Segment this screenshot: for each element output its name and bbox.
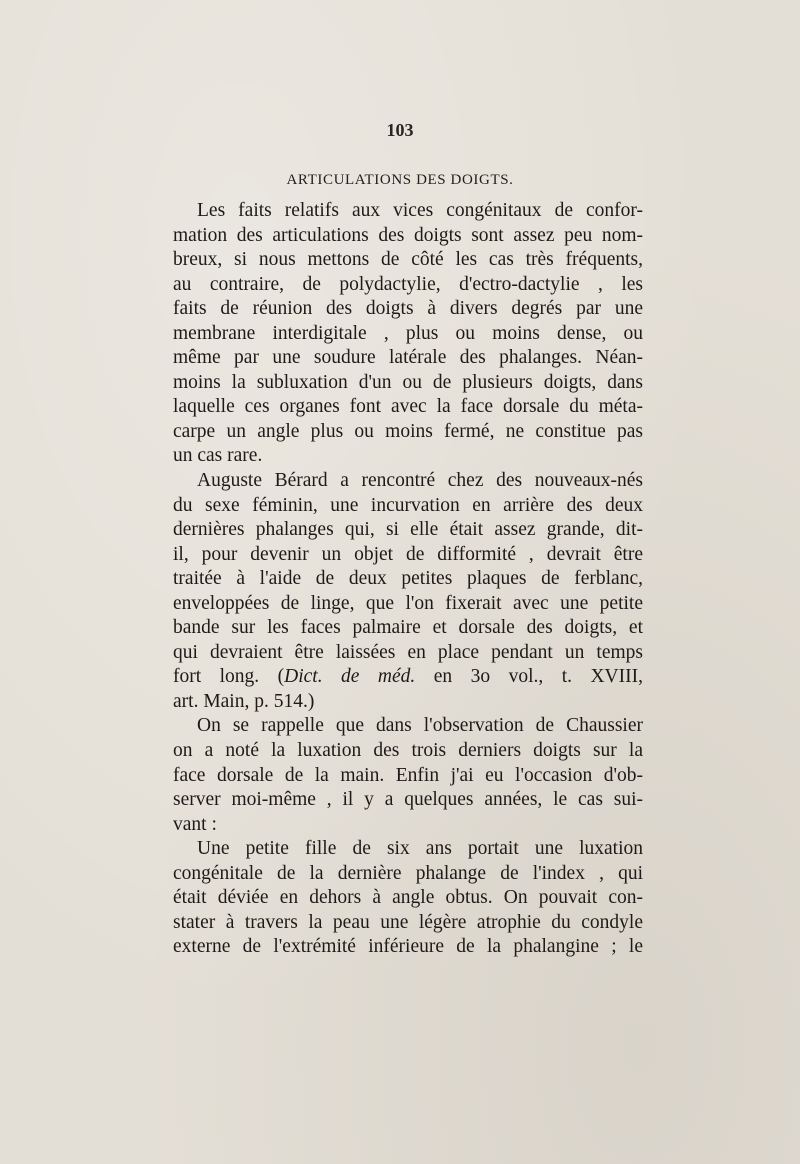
text-line: enveloppées de linge, que l'on fixerait avec une petite: [173, 592, 643, 614]
text-line: était déviée en dehors à angle obtus. On pouvait con-: [173, 887, 643, 909]
text-line: laquelle ces organes font avec la face dorsale du méta-: [173, 396, 643, 418]
text-line: on a noté la luxation des trois derniers doigts sur la: [173, 740, 643, 762]
text-line: server moi-même , il y a quelques années, le cas sui-: [173, 789, 643, 811]
paragraph: [173, 199, 643, 469]
text-line: Auguste Bérard a rencontré chez des nouveaux-nés: [197, 470, 643, 492]
text-line: moins la subluxation d'un ou de plusieurs doigts, dans: [173, 371, 643, 393]
text-line: qui devraient être laissées en place pendant un temps: [173, 641, 643, 663]
text-line: carpe un angle plus ou moins fermé, ne constitue pas: [173, 420, 643, 442]
text-line: art. Main, p. 514.): [173, 690, 315, 712]
text-line: breux, si nous mettons de côté les cas très fréquents,: [173, 249, 643, 271]
text-line: il, pour devenir un objet de difformité , devrait être: [173, 543, 643, 565]
text-line: mation des articulations des doigts sont assez peu nom-: [173, 224, 643, 246]
text-line: vant :: [173, 813, 217, 835]
section-title: ARTICULATIONS DES DOIGTS.: [286, 172, 514, 188]
text-line: Les faits relatifs aux vices congénitaux de confor-: [197, 200, 643, 221]
text-line: faits de réunion des doigts à divers degrés par une: [173, 298, 643, 320]
citation-text-after: en 3o vol., t. XVIII,: [415, 666, 643, 688]
text-line: membrane interdigitale , plus ou moins dense, ou: [173, 322, 643, 344]
text-line: Une petite fille de six ans portait une luxation: [197, 838, 643, 860]
body-text: [173, 199, 643, 960]
citation-line: [173, 665, 643, 690]
page-number: 103: [386, 120, 414, 140]
text-line: On se rappelle que dans l'observation de Chaussier: [197, 715, 643, 737]
text-line: dernières phalanges qui, si elle était assez grande, dit-: [173, 519, 643, 541]
paragraph: [173, 837, 643, 960]
citation-title: Dict. de méd.: [284, 666, 416, 688]
text-line: même par une soudure latérale des phalanges. Néan-: [173, 347, 643, 369]
text-line: face dorsale de la main. Enfin j'ai eu l'occasion d'ob-: [173, 764, 643, 786]
paragraph: [173, 469, 643, 714]
text-line: du sexe féminin, une incurvation en arrière des deux: [173, 494, 643, 516]
text-line: congénitale de la dernière phalange de l'index , qui: [173, 862, 643, 884]
text-line: au contraire, de polydactylie, d'ectro-dactylie , les: [173, 273, 643, 295]
text-line: traitée à l'aide de deux petites plaques de ferblanc,: [173, 568, 643, 590]
paragraph: [173, 714, 643, 837]
text-line: stater à travers la peau une légère atrophie du condyle: [173, 911, 643, 933]
text-line: bande sur les faces palmaire et dorsale des doigts, et: [173, 617, 643, 639]
text-line: un cas rare.: [173, 445, 263, 467]
text-line: externe de l'extrémité inférieure de la phalangine ; le: [173, 936, 643, 958]
citation-text-before: fort long. (: [173, 666, 285, 688]
